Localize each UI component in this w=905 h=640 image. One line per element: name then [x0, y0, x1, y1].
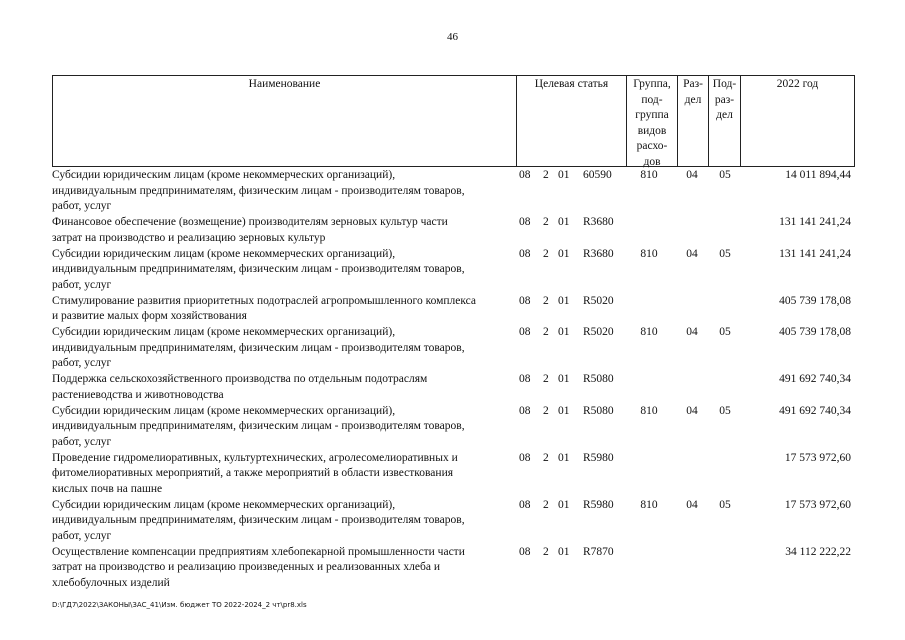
section-cell: 04	[686, 404, 698, 417]
target-article-p4: R5980	[583, 451, 614, 464]
target-article-p3: 01	[558, 169, 570, 181]
target-article-p1: 08	[519, 216, 531, 228]
header-year: 2022 год	[740, 76, 854, 166]
target-article-p2: 2	[543, 545, 549, 558]
header-expense-group: Группа, под- группа видов расхо- дов	[626, 76, 677, 166]
target-article-p4: R3680	[583, 247, 614, 260]
target-article-p1: 08	[519, 294, 531, 307]
target-article-p1: 08	[519, 451, 531, 464]
table-row	[52, 215, 855, 246]
amount-cell: 17 573 972,60	[784, 451, 851, 464]
target-article-p2: 2	[543, 373, 549, 385]
expense-group-cell: 810	[640, 326, 658, 338]
target-article-p3: 01	[558, 373, 570, 385]
table-row	[52, 545, 855, 592]
row-name: Субсидии юридическим лицам (кроме некоммерческих организаций), индивидуальным предпринимателям, физическим лицам - производителям товаров, работ, услуг	[52, 326, 465, 369]
header-section: Раз- дел	[677, 76, 708, 166]
expense-group-cell: 810	[640, 247, 658, 260]
row-name: Субсидии юридическим лицам (кроме некоммерческих организаций), индивидуальным предпринимателям, физическим лицам - производителям товаров, работ, услуг	[52, 498, 465, 542]
amount-cell: 131 141 241,24	[779, 216, 851, 228]
section-cell: 04	[686, 169, 698, 181]
target-article-p1: 08	[519, 326, 531, 338]
target-article-p4: R5020	[583, 294, 614, 307]
target-article-p2: 2	[543, 498, 549, 511]
subsection-cell: 05	[719, 498, 731, 511]
amount-cell: 17 573 972,60	[784, 498, 851, 511]
row-name: Осуществление компенсации предприятиям хлебопекарной промышленности части затрат на производство и реализацию произведенных и реализованных хлеба и хлебобулочных изделий	[52, 545, 465, 589]
row-name: Стимулирование развития приоритетных подотраслей агропромышленного комплекса и развитие малых форм хозяйствования	[52, 294, 477, 322]
table-header	[52, 75, 855, 167]
amount-cell: 491 692 740,34	[779, 404, 851, 417]
table-row	[52, 294, 855, 325]
table-row	[52, 325, 855, 372]
target-article-p3: 01	[558, 216, 570, 228]
target-article-p1: 08	[519, 247, 531, 260]
expense-group-cell: 810	[640, 404, 658, 417]
target-article-p4: R5080	[583, 404, 614, 417]
target-article-p4: R5980	[583, 498, 614, 511]
target-article-p1: 08	[519, 404, 531, 417]
row-name: Финансовое обеспечение (возмещение) производителям зерновых культур части затрат на производство и реализацию зерновых культур	[52, 216, 448, 244]
header-subsection: Под- раз- дел	[708, 76, 740, 166]
target-article-p2: 2	[543, 294, 549, 307]
row-name: Субсидии юридическим лицам (кроме некоммерческих организаций), индивидуальным предпринимателям, физическим лицам - производителям товаров, работ, услуг	[52, 169, 465, 212]
row-name: Поддержка сельскохозяйственного производства по отдельным подотраслям растениеводства и животноводства	[52, 373, 428, 401]
table-row	[52, 498, 855, 545]
target-article-p2: 2	[543, 216, 549, 228]
section-cell: 04	[686, 247, 698, 260]
subsection-cell: 05	[719, 247, 731, 260]
row-name: Субсидии юридическим лицам (кроме некоммерческих организаций), индивидуальным предпринимателям, физическим лицам - производителям товаров, работ, услуг	[52, 247, 465, 291]
target-article-p3: 01	[558, 294, 570, 307]
page-number: 46	[447, 31, 458, 43]
target-article-p4: R5020	[583, 326, 614, 338]
header-target-article: Целевая статья	[516, 76, 626, 166]
target-article-p4: R7870	[583, 545, 614, 558]
header-name: Наименование	[248, 78, 321, 90]
target-article-p1: 08	[519, 169, 531, 181]
target-article-p3: 01	[558, 498, 570, 511]
target-article-p3: 01	[558, 545, 570, 558]
target-article-p4: R3680	[583, 216, 614, 228]
target-article-p4: R5080	[583, 373, 614, 385]
target-article-p1: 08	[519, 545, 531, 558]
target-article-p3: 01	[558, 247, 570, 260]
target-article-p2: 2	[543, 404, 549, 417]
amount-cell: 34 112 222,22	[785, 545, 851, 558]
row-name: Проведение гидромелиоративных, культуртехнических, агролесомелиоративных и фитомелиоративных мероприятий, а также мероприятий в области известкования кислых почв на пашне	[52, 451, 458, 495]
subsection-cell: 05	[719, 169, 731, 181]
table-row	[52, 168, 855, 215]
amount-cell: 405 739 178,08	[779, 294, 851, 307]
table-row	[52, 451, 855, 498]
section-cell: 04	[686, 498, 698, 511]
expense-group-cell: 810	[640, 498, 658, 511]
file-path-footer: D:\ГД7\2022\ЗАКОНЫ\ЗАС_41\Изм. бюджет ТО 2022-2024_2 чт\pr8.xls	[52, 601, 307, 609]
row-name: Субсидии юридическим лицам (кроме некоммерческих организаций), индивидуальным предпринимателям, физическим лицам - производителям товаров, работ, услуг	[52, 404, 465, 448]
target-article-p3: 01	[558, 326, 570, 338]
table-row	[52, 404, 855, 451]
amount-cell: 405 739 178,08	[779, 326, 851, 338]
expense-group-cell: 810	[640, 169, 658, 181]
amount-cell: 14 011 894,44	[785, 169, 851, 181]
target-article-p4: 60590	[583, 169, 612, 181]
target-article-p1: 08	[519, 498, 531, 511]
amount-cell: 491 692 740,34	[779, 373, 851, 385]
target-article-p2: 2	[543, 326, 549, 338]
table-row	[52, 372, 855, 403]
subsection-cell: 05	[719, 326, 731, 338]
section-cell: 04	[686, 326, 698, 338]
target-article-p1: 08	[519, 373, 531, 385]
target-article-p2: 2	[543, 451, 549, 464]
target-article-p2: 2	[543, 169, 549, 181]
target-article-p3: 01	[558, 451, 570, 464]
table-row	[52, 247, 855, 294]
subsection-cell: 05	[719, 404, 731, 417]
amount-cell: 131 141 241,24	[779, 247, 851, 260]
target-article-p2: 2	[543, 247, 549, 260]
target-article-p3: 01	[558, 404, 570, 417]
